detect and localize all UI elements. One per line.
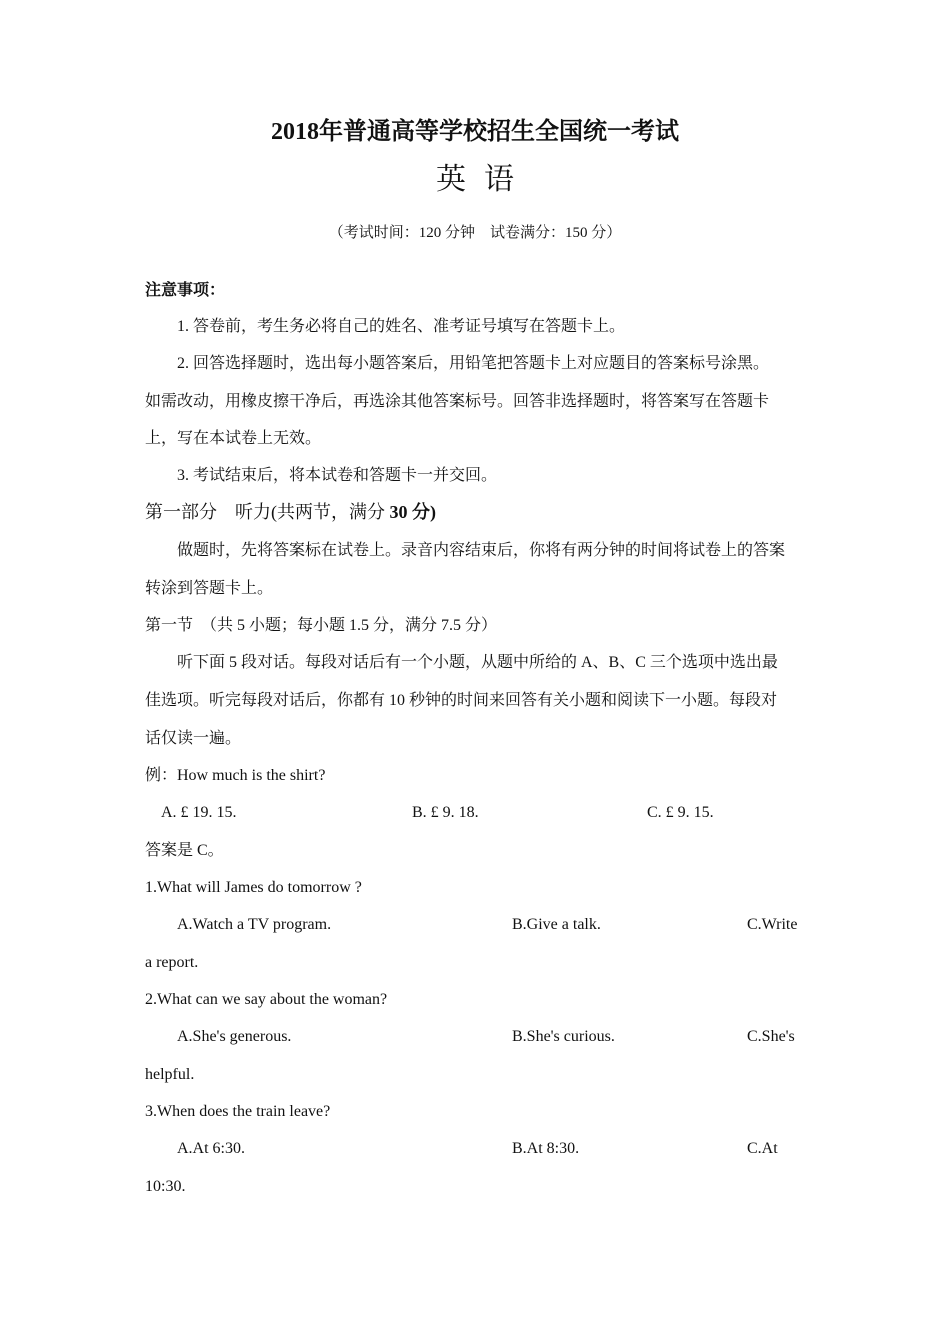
question-3-option-a: A.At 6:30. [177, 1140, 245, 1157]
question-2-option-c-wrap: helpful. [145, 1066, 195, 1083]
notice-item-2-line-2: 如需改动，用橡皮擦干净后，再选涂其他答案标号。回答非选择题时，将答案写在答题卡 [145, 393, 770, 410]
question-1-option-c: C.Write [747, 916, 798, 933]
part1-heading-score: 30 分) [389, 502, 436, 522]
question-1-option-c-wrap: a report. [145, 954, 199, 971]
example-answer: 答案是 C。 [145, 842, 224, 859]
example-option-c: C. £ 9. 15. [647, 804, 714, 821]
notice-item-3: 3. 考试结束后，将本试卷和答题卡一并交回。 [177, 467, 498, 484]
question-3-option-c: C.At [747, 1140, 778, 1157]
question-2-option-b: B.She's curious. [512, 1028, 615, 1045]
part1-heading-prefix: 第一部分 听力( [145, 502, 277, 522]
exam-title: 2018年普通高等学校招生全国统一考试 [271, 119, 679, 145]
section1-instruction-line-3: 话仅读一遍。 [145, 730, 242, 747]
question-2-stem: 2.What can we say about the woman? [145, 991, 388, 1008]
question-3-option-c-wrap: 10:30. [145, 1178, 186, 1195]
exam-info: （考试时间：120 分钟 试卷满分：150 分） [328, 225, 622, 241]
section1-heading: 第一节 （共 5 小题；每小题 1.5 分，满分 7.5 分） [145, 617, 498, 634]
part1-instruction-line-2: 转涂到答题卡上。 [145, 580, 274, 597]
question-2-option-c: C.She's [747, 1028, 795, 1045]
section1-instruction-line-1: 听下面 5 段对话。每段对话后有一个小题，从题中所给的 A、B、C 三个选项中选出最 [177, 654, 778, 671]
example-option-a: A. £ 19. 15. [161, 804, 237, 821]
section1-instruction-line-2: 佳选项。听完每段对话后，你都有 10 秒钟的时间来回答有关小题和阅读下一小题。每段对 [145, 692, 778, 709]
part1-heading [145, 503, 436, 521]
notice-item-1: 1. 答卷前，考生务必将自己的姓名、准考证号填写在答题卡上。 [177, 318, 626, 335]
exam-subject: 英语 [436, 163, 532, 196]
notice-item-2-line-3: 上，写在本试卷上无效。 [145, 430, 322, 447]
example-question: 例：How much is the shirt? [145, 767, 326, 784]
question-1-option-b: B.Give a talk. [512, 916, 601, 933]
question-1-option-a: A.Watch a TV program. [177, 916, 332, 933]
example-option-b: B. £ 9. 18. [412, 804, 479, 821]
part1-instruction-line-1: 做题时，先将答案标在试卷上。录音内容结束后，你将有两分钟的时间将试卷上的答案 [177, 542, 786, 559]
question-3-option-b: B.At 8:30. [512, 1140, 580, 1157]
question-3-stem: 3.When does the train leave? [145, 1103, 331, 1120]
notice-item-2-line-1: 2. 回答选择题时，选出每小题答案后，用铅笔把答题卡上对应题目的答案标号涂黑。 [177, 355, 770, 372]
part1-heading-mid: 共两节，满分 [277, 502, 390, 522]
question-2-option-a: A.She's generous. [177, 1028, 292, 1045]
notice-heading: 注意事项： [145, 282, 226, 299]
question-1-stem: 1.What will James do tomorrow ? [145, 879, 362, 896]
